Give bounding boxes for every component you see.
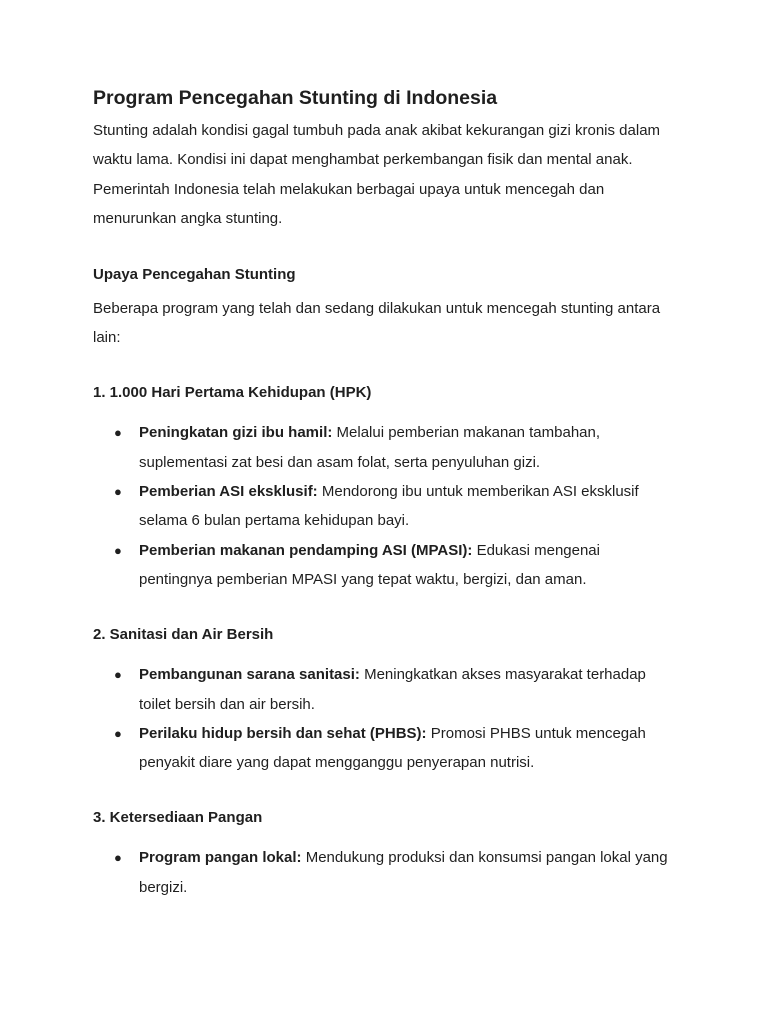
document-page bbox=[93, 82, 673, 902]
program-list-sanitasi bbox=[93, 660, 673, 778]
program-heading-sanitasi: 2. Sanitasi dan Air Bersih bbox=[93, 625, 274, 643]
program-heading-hpk: 1. 1.000 Hari Pertama Kehidupan (HPK) bbox=[93, 383, 372, 401]
list-item bbox=[93, 536, 673, 595]
list-item bbox=[93, 660, 673, 719]
section-heading: Upaya Pencegahan Stunting bbox=[93, 265, 296, 283]
intro-paragraph: Stunting adalah kondisi gagal tumbuh pada anak akibat kekurangan gizi kronis dalam waktu lama. Kondisi ini dapat menghambat perkembangan fisik dan mental anak. Pemerintah Indonesia telah melakukan berbagai upaya untuk mencegah dan menurunkan angka stunting. bbox=[93, 122, 661, 228]
list-item bbox=[93, 418, 673, 477]
page-title: Program Pencegahan Stunting di Indonesia bbox=[93, 87, 498, 109]
program-list-pangan bbox=[93, 843, 673, 902]
item-term: Pemberian makanan pendamping ASI (MPASI): bbox=[139, 541, 473, 559]
bullet-icon: ● bbox=[114, 542, 122, 558]
item-text: Meningkatkan akses masyarakat terhadap toilet bersih dan air bersih. bbox=[139, 666, 646, 713]
list-item bbox=[93, 719, 673, 778]
item-term: Pembangunan sarana sanitasi: bbox=[139, 666, 360, 684]
bullet-icon: ● bbox=[114, 725, 122, 741]
item-term: Perilaku hidup bersih dan sehat (PHBS): bbox=[139, 724, 427, 742]
section-intro-paragraph: Beberapa program yang telah dan sedang dilakukan untuk mencegah stunting antara lain: bbox=[93, 300, 661, 347]
list-item bbox=[93, 477, 673, 536]
item-text: Mendukung produksi dan konsumsi pangan lokal yang bergizi. bbox=[139, 849, 668, 896]
program-list-hpk bbox=[93, 418, 673, 594]
item-term: Pemberian ASI eksklusif: bbox=[139, 483, 318, 501]
item-text: Promosi PHBS untuk mencegah penyakit diare yang dapat mengganggu penyerapan nutrisi. bbox=[139, 724, 646, 772]
bullet-icon: ● bbox=[114, 667, 122, 683]
item-term: Peningkatan gizi ibu hamil: bbox=[139, 424, 333, 442]
item-text: Edukasi mengenai pentingnya pemberian MPASI yang tepat waktu, bergizi, dan aman. bbox=[139, 541, 600, 589]
bullet-icon: ● bbox=[114, 484, 122, 500]
program-heading-pangan: 3. Ketersediaan Pangan bbox=[93, 808, 263, 826]
bullet-icon: ● bbox=[114, 850, 122, 866]
bullet-icon: ● bbox=[114, 425, 122, 441]
item-text: Melalui pemberian makanan tambahan, suplementasi zat besi dan asam folat, serta penyuluhan gizi. bbox=[139, 424, 601, 471]
item-text: Mendorong ibu untuk memberikan ASI eksklusif selama 6 bulan pertama kehidupan bayi. bbox=[139, 483, 639, 530]
item-term: Program pangan lokal: bbox=[139, 849, 302, 867]
list-item bbox=[93, 843, 673, 902]
